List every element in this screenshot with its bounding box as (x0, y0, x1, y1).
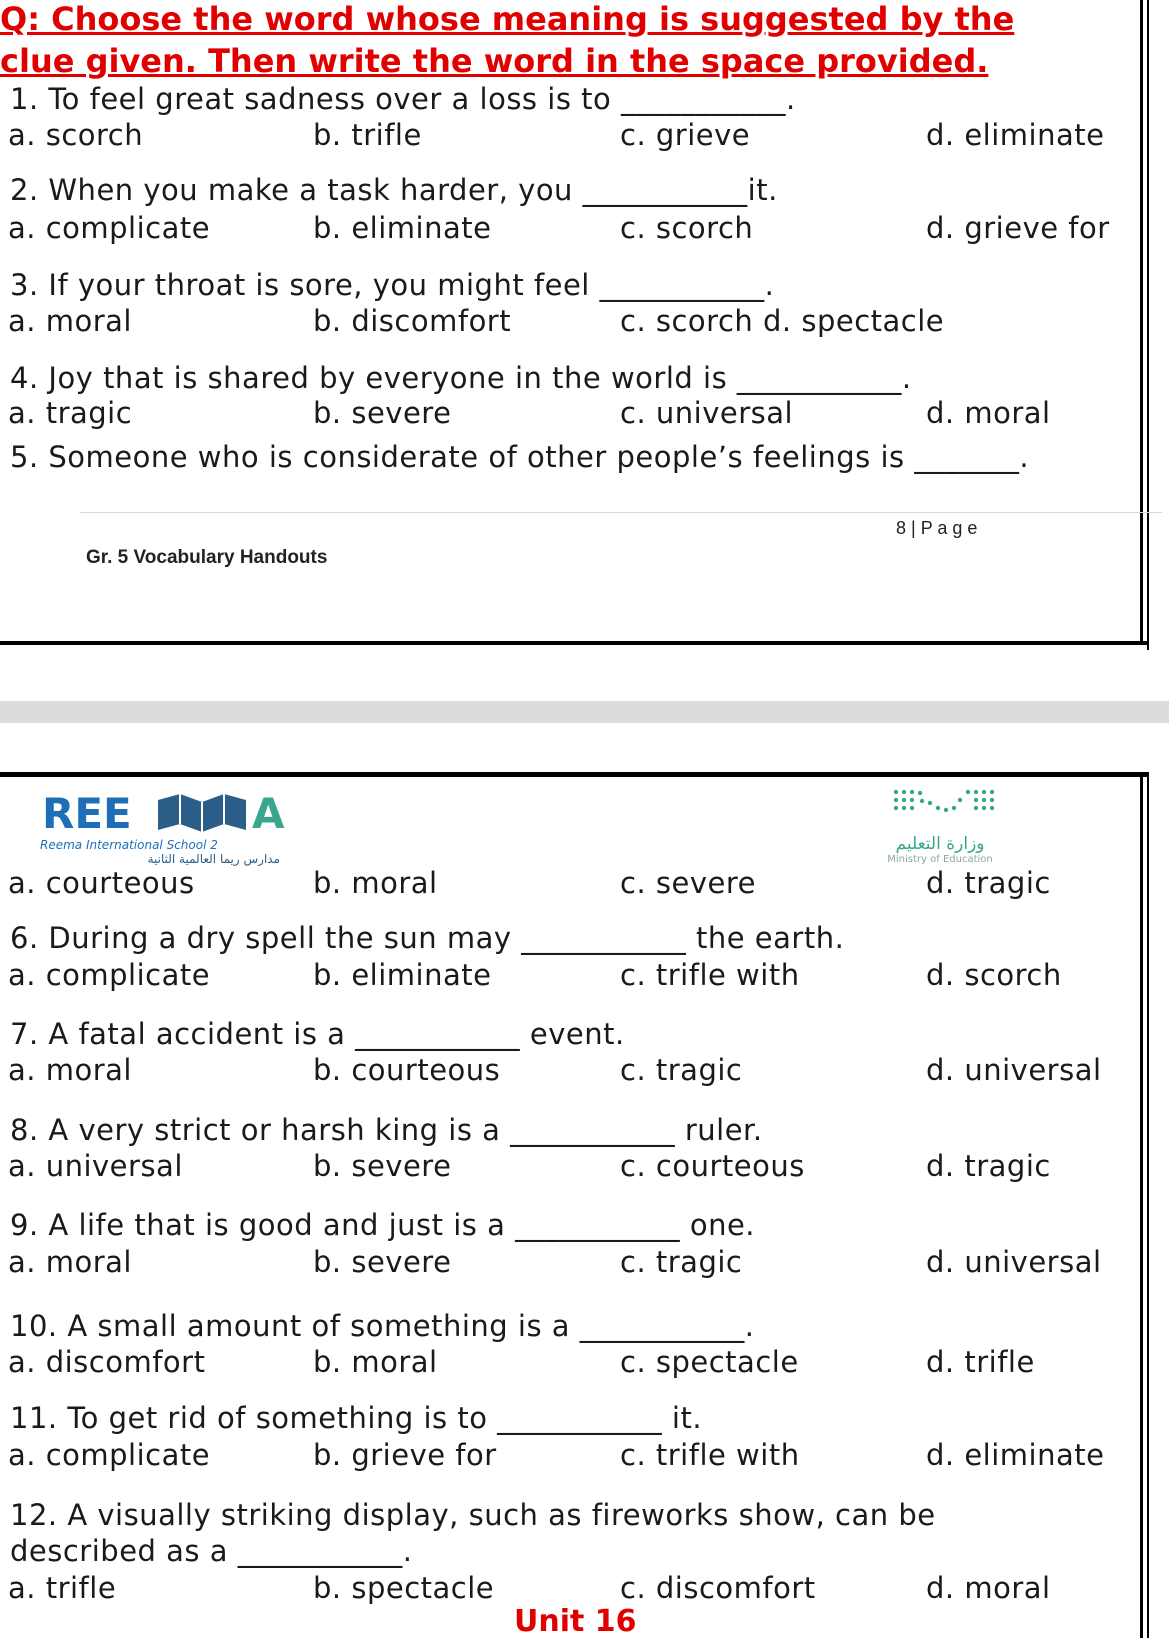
instruction-line-1: Q: Choose the word whose meaning is suggested by the (0, 0, 1015, 38)
option-7b[interactable]: b. courteous (313, 1053, 501, 1087)
option-8b[interactable]: b. severe (313, 1149, 452, 1183)
option-2b[interactable]: b. eliminate (313, 211, 492, 245)
question-12-line-1: 12. A visually striking display, such as fireworks show, can be (10, 1498, 936, 1532)
unit-heading: Unit 16 (514, 1604, 637, 1639)
option-7a[interactable]: a. moral (8, 1053, 132, 1087)
option-9b[interactable]: b. severe (313, 1245, 452, 1279)
school-logo (40, 788, 300, 866)
option-10c[interactable]: c. spectacle (620, 1345, 799, 1379)
ministry-name-en: Ministry of Education (887, 854, 993, 865)
page-border-right-lower-outer (1147, 772, 1149, 1638)
option-3c[interactable]: c. scorch d. spectacle (620, 304, 945, 338)
option-4a[interactable]: a. tragic (8, 396, 133, 430)
question-2: 2. When you make a task harder, you ___________it. (10, 173, 778, 207)
question-3: 3. If your throat is sore, you might feel ___________. (10, 268, 775, 302)
option-1b[interactable]: b. trifle (313, 118, 422, 152)
option-3a[interactable]: a. moral (8, 304, 132, 338)
option-7d[interactable]: d. universal (926, 1053, 1102, 1087)
question-10: 10. A small amount of something is a ___________. (10, 1309, 755, 1343)
question-12-line-2: described as a ___________. (10, 1534, 413, 1568)
instruction-line-2: clue given. Then write the word in the space provided. (0, 42, 989, 80)
option-11d[interactable]: d. eliminate (926, 1438, 1105, 1472)
option-8a[interactable]: a. universal (8, 1149, 183, 1183)
option-1a[interactable]: a. scorch (8, 118, 144, 152)
option-10b[interactable]: b. moral (313, 1345, 438, 1379)
page-gap (0, 701, 1169, 723)
option-9a[interactable]: a. moral (8, 1245, 132, 1279)
question-8: 8. A very strict or harsh king is a ___________ ruler. (10, 1113, 763, 1147)
school-name-en: Reema International School 2 (40, 838, 218, 852)
option-12a[interactable]: a. trifle (8, 1571, 117, 1605)
option-4c[interactable]: c. universal (620, 396, 794, 430)
option-4d[interactable]: d. moral (926, 396, 1051, 430)
option-6c[interactable]: c. trifle with (620, 958, 800, 992)
option-1d[interactable]: d. eliminate (926, 118, 1105, 152)
option-11b[interactable]: b. grieve for (313, 1438, 497, 1472)
option-12c[interactable]: c. discomfort (620, 1571, 816, 1605)
option-3b[interactable]: b. discomfort (313, 304, 512, 338)
page-border-top (0, 772, 1149, 777)
question-1: 1. To feel great sadness over a loss is to ___________. (10, 82, 796, 116)
school-logo-mark (40, 788, 300, 836)
footer-divider (80, 512, 1162, 513)
option-6b[interactable]: b. eliminate (313, 958, 492, 992)
question-5: 5. Someone who is considerate of other people’s feelings is _______. (10, 440, 1030, 474)
option-5a[interactable]: a. courteous (8, 866, 195, 900)
option-9d[interactable]: d. universal (926, 1245, 1102, 1279)
option-4b[interactable]: b. severe (313, 396, 452, 430)
option-8c[interactable]: c. courteous (620, 1149, 805, 1183)
option-6d[interactable]: d. scorch (926, 958, 1062, 992)
logo-letter-a: A (252, 789, 285, 836)
option-2c[interactable]: c. scorch (620, 211, 754, 245)
question-7: 7. A fatal accident is a ___________ event. (10, 1017, 625, 1051)
page-border-right-lower (1140, 772, 1143, 1638)
option-2a[interactable]: a. complicate (8, 211, 211, 245)
question-6: 6. During a dry spell the sun may ___________ the earth. (10, 921, 845, 955)
handout-title: Gr. 5 Vocabulary Handouts (86, 547, 328, 568)
page-border-bottom (0, 641, 1149, 645)
option-10d[interactable]: d. trifle (926, 1345, 1035, 1379)
option-7c[interactable]: c. tragic (620, 1053, 743, 1087)
option-12d[interactable]: d. moral (926, 1571, 1051, 1605)
page-number: 8 | P a g e (896, 518, 978, 538)
logo-letters: REE (42, 789, 132, 836)
option-10a[interactable]: a. discomfort (8, 1345, 206, 1379)
option-5d[interactable]: d. tragic (926, 866, 1051, 900)
question-4: 4. Joy that is shared by everyone in the world is ___________. (10, 361, 912, 395)
page-border-right-outer (1147, 0, 1149, 650)
option-5b[interactable]: b. moral (313, 866, 438, 900)
option-9c[interactable]: c. tragic (620, 1245, 743, 1279)
option-5c[interactable]: c. severe (620, 866, 756, 900)
ministry-logo (860, 786, 1040, 866)
option-6a[interactable]: a. complicate (8, 958, 211, 992)
option-11a[interactable]: a. complicate (8, 1438, 211, 1472)
option-8d[interactable]: d. tragic (926, 1149, 1051, 1183)
option-1c[interactable]: c. grieve (620, 118, 751, 152)
school-name-ar: مدارس ريما العالمية الثانية (147, 852, 280, 866)
question-9: 9. A life that is good and just is a ___________ one. (10, 1208, 756, 1242)
ministry-logo-mark (860, 786, 1040, 822)
page-border-right (1140, 0, 1143, 645)
option-11c[interactable]: c. trifle with (620, 1438, 800, 1472)
question-11: 11. To get rid of something is to ___________ it. (10, 1401, 703, 1435)
option-12b[interactable]: b. spectacle (313, 1571, 495, 1605)
option-2d[interactable]: d. grieve for (926, 211, 1110, 245)
ministry-name-ar: وزارة التعليم (895, 834, 985, 854)
